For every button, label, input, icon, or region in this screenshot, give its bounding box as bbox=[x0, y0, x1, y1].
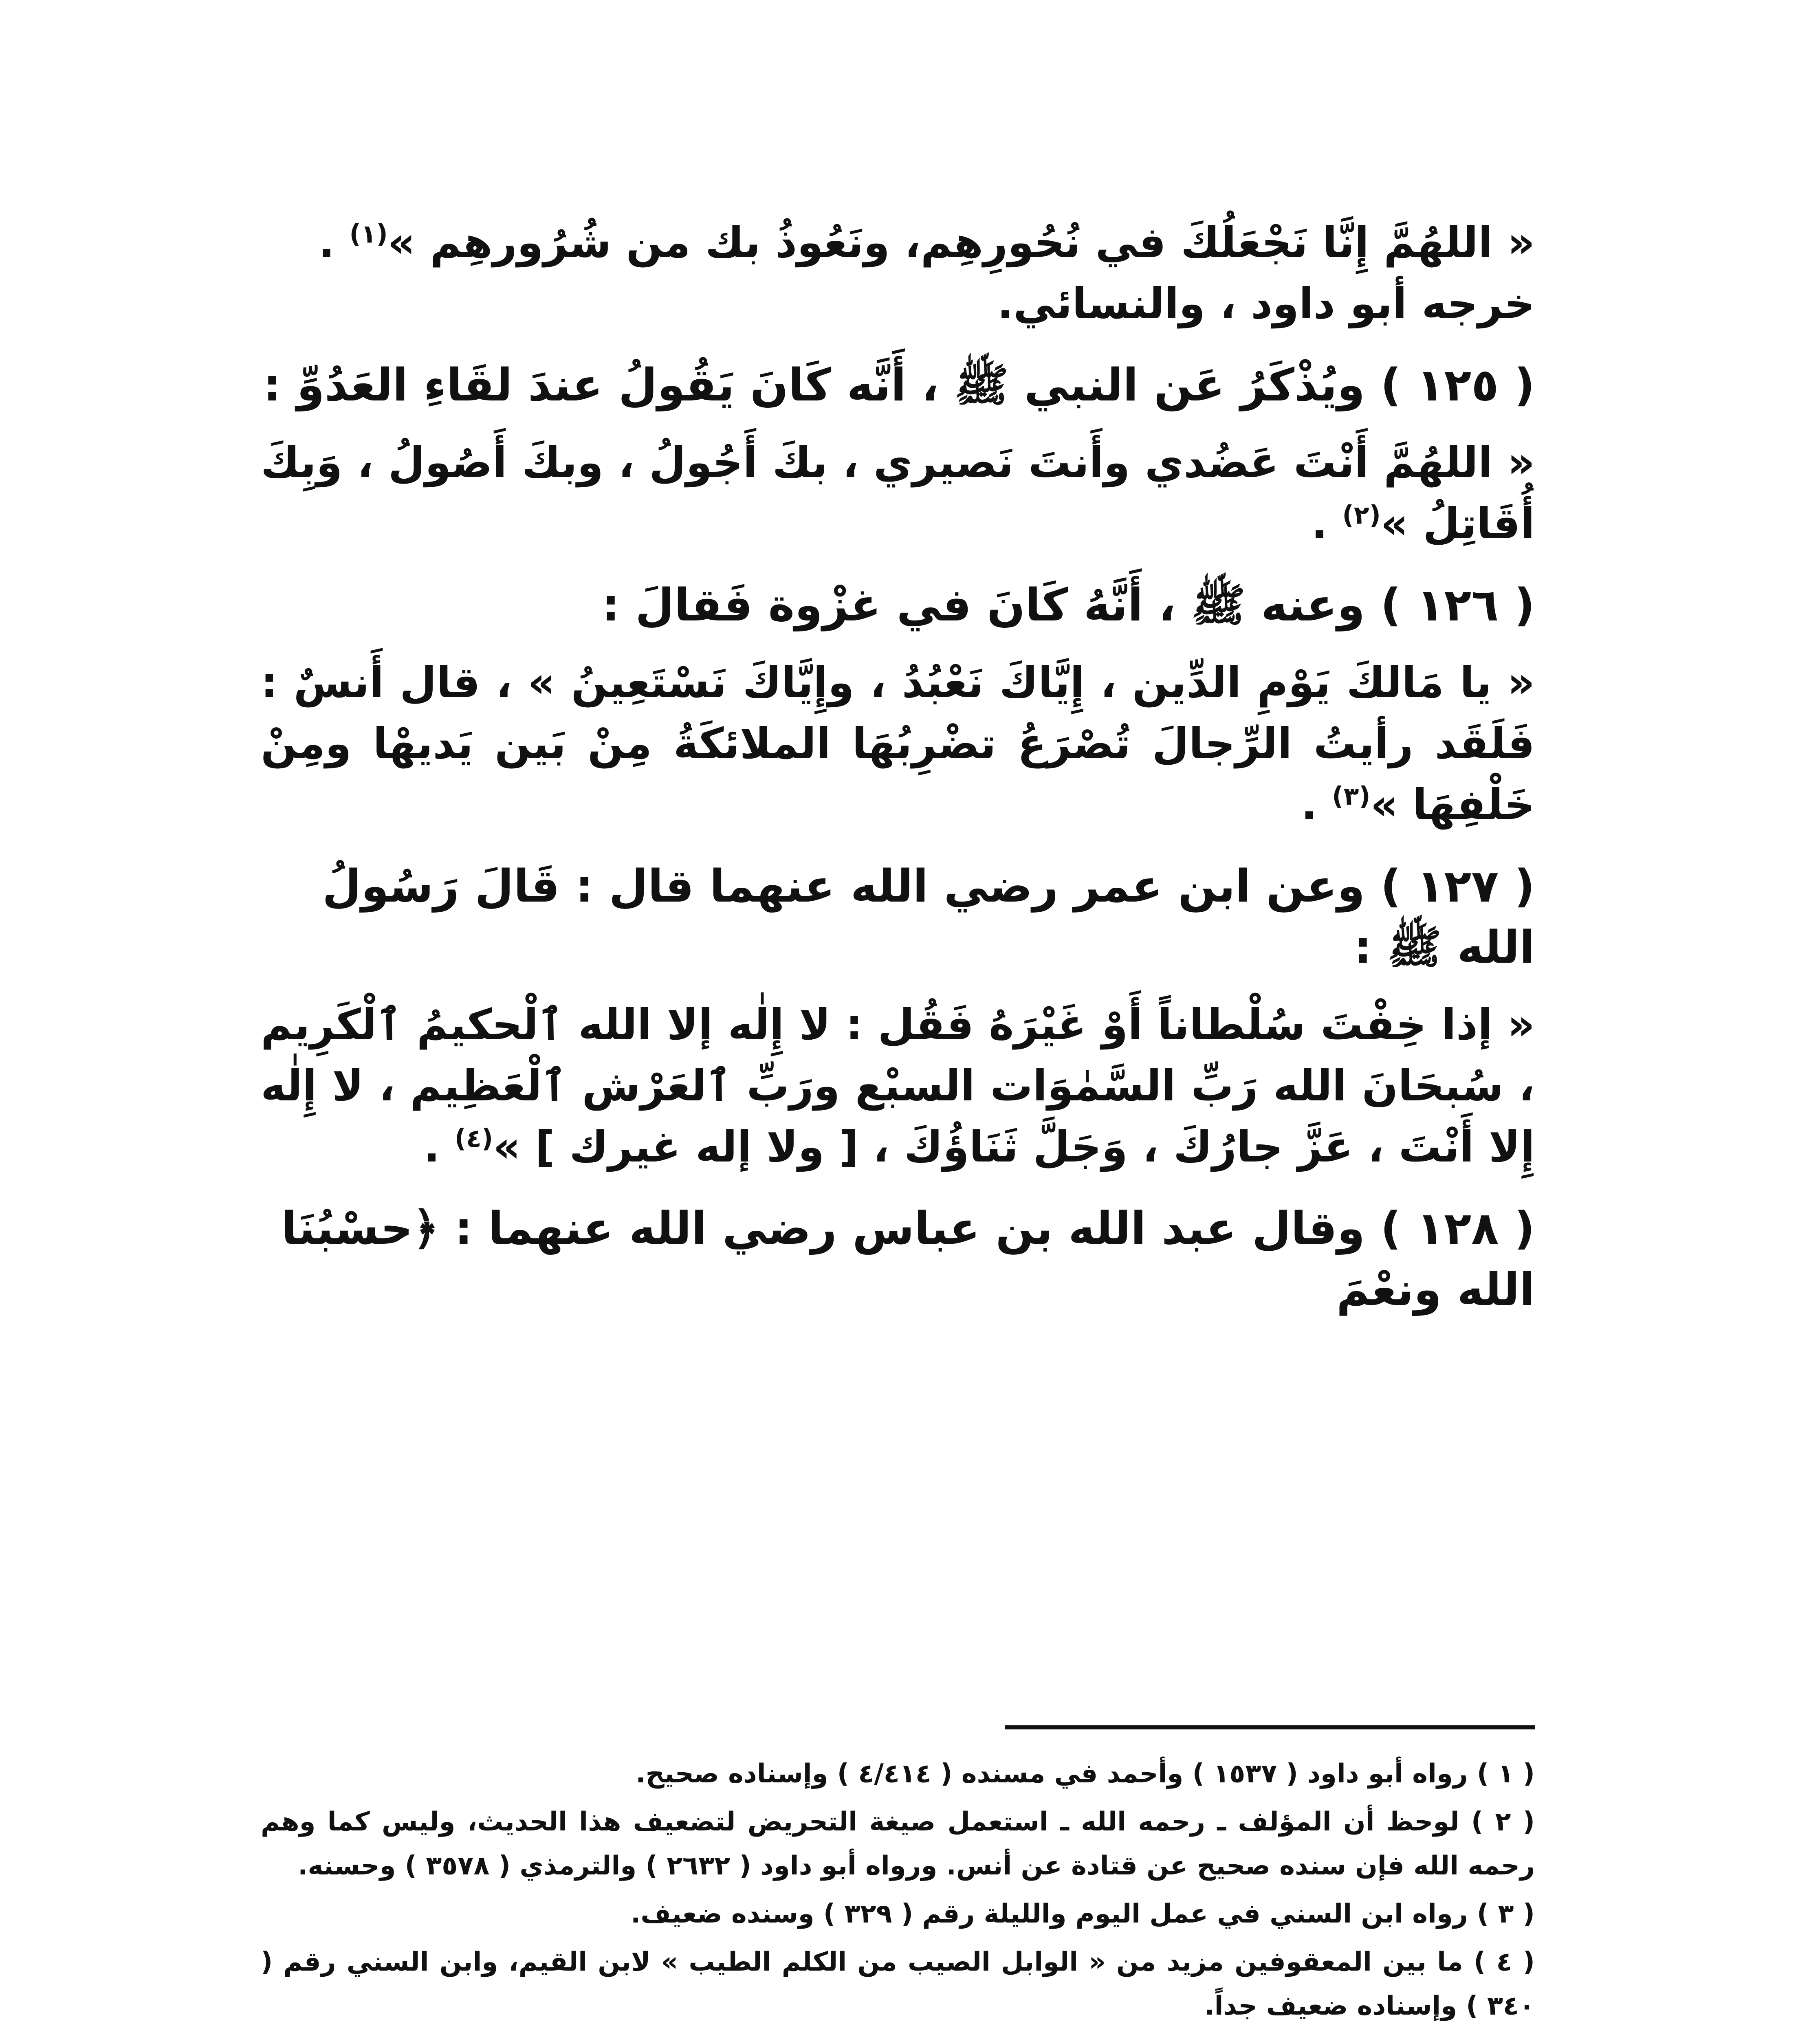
hadith-126-heading: ( ١٢٦ ) وعنه ﷺ ، أَنَّهُ كَانَ في غزْوة فَقالَ : bbox=[601, 579, 1535, 631]
sentence-end: . bbox=[318, 218, 335, 267]
supplication-125-prev bbox=[261, 212, 1535, 273]
sentence-end: . bbox=[1311, 499, 1328, 548]
footnote-2: ( ٢ ) لوحظ أن المؤلف ـ رحمه الله ـ استعمل صيغة التحريض لتضعيف هذا الحديث، وليس كما وهم رحمه الله فإن سنده صحيح عن قتادة عن أنس. ورواه أبو داود ( ٢٦٣٢ ) والترمذي ( ٣٥٧٨ ) وحسنه. bbox=[261, 1807, 1535, 1881]
source-note: خرجه أبو داود ، والنسائي. bbox=[997, 279, 1535, 328]
footnote-4: ( ٤ ) ما بين المعقوفين مزيد من « الوابل الصيب من الكلم الطيب » لابن القيم، وابن السني رقم ( ٣٤٠ ) وإسناده ضعيف جداً. bbox=[261, 1947, 1535, 2021]
supplication-text: « إذا خِفْتَ سُلْطاناً أَوْ غَيْرَهُ فَقُل : لا إِلٰه إلا الله ٱلْحكيمُ ٱلْكَرِيم ، سُبحَانَ الله رَبِّ السَّمٰوَات السبْع ورَبِّ ٱلعَرْش ٱلْعَظِيم ، لا إِلٰه إِلا أَنْتَ ، عَزَّ جارُكَ ، وَجَلَّ ثَنَاؤُكَ ، [ ولا إله غيرك ] » bbox=[261, 1000, 1535, 1172]
hadith-127-heading: ( ١٢٧ ) وعن ابن عمر رضي الله عنهما قال : قَالَ رَسُولُ الله ﷺ : bbox=[322, 860, 1535, 973]
footnote-ref-4: (٤) bbox=[454, 1123, 493, 1153]
supplication-text: « اللهُمَّ أَنْتَ عَضُدي وأَنتَ نَصيري ، بكَ أَجُولُ ، وبكَ أَصُولُ ، وَبِكَ أُقَاتِلُ » bbox=[261, 438, 1535, 548]
hadith-125-heading: ( ١٢٥ ) ويُذْكَرُ عَن النبي ﷺ ، أَنَّه كَانَ يَقُولُ عندَ لقَاءِ العَدُوِّ : bbox=[263, 359, 1535, 411]
supplication-127 bbox=[261, 994, 1535, 1177]
footnote-ref-1: (١) bbox=[349, 219, 388, 249]
hadith-128-heading: ( ١٢٨ ) وقال عبد الله بن عباس رضي الله عنهما : ﴿حسْبُنَا الله ونعْمَ bbox=[281, 1202, 1535, 1315]
supplication-126 bbox=[261, 652, 1535, 835]
footnote-3: ( ٣ ) رواه ابن السني في عمل اليوم والليلة رقم ( ٣٢٩ ) وسنده ضعيف. bbox=[631, 1899, 1535, 1929]
footnotes bbox=[261, 1752, 1535, 2032]
supplication-text: « يا مَالكَ يَوْمِ الدِّين ، إِيَّاكَ نَعْبُدُ ، وإِيَّاكَ نَسْتَعِينُ » ، قال أَنسٌ : فَلَقَد رأيتُ الرِّجالَ تُصْرَعُ تضْرِبُهَا الملائكَةُ مِنْ بَين يَديهْا ومِنْ خَلْفِهَا » bbox=[261, 658, 1535, 829]
main-text bbox=[261, 212, 1535, 1320]
footnote-ref-3: (٣) bbox=[1332, 781, 1371, 811]
supplication-text: « اللهُمَّ إِنَّا نَجْعَلُكَ في نُحُورِهِم، ونَعُوذُ بك من شُرُورهِم » bbox=[387, 218, 1535, 267]
footnote-ref-2: (٢) bbox=[1342, 500, 1381, 530]
footnote-divider bbox=[1005, 1725, 1535, 1729]
sentence-end: . bbox=[1301, 780, 1317, 829]
sentence-end: . bbox=[423, 1122, 440, 1172]
footnote-1: ( ١ ) رواه أبو داود ( ١٥٣٧ ) وأحمد في مسنده ( ٤/٤١٤ ) وإسناده صحيح. bbox=[636, 1759, 1535, 1789]
supplication-125 bbox=[261, 432, 1535, 554]
